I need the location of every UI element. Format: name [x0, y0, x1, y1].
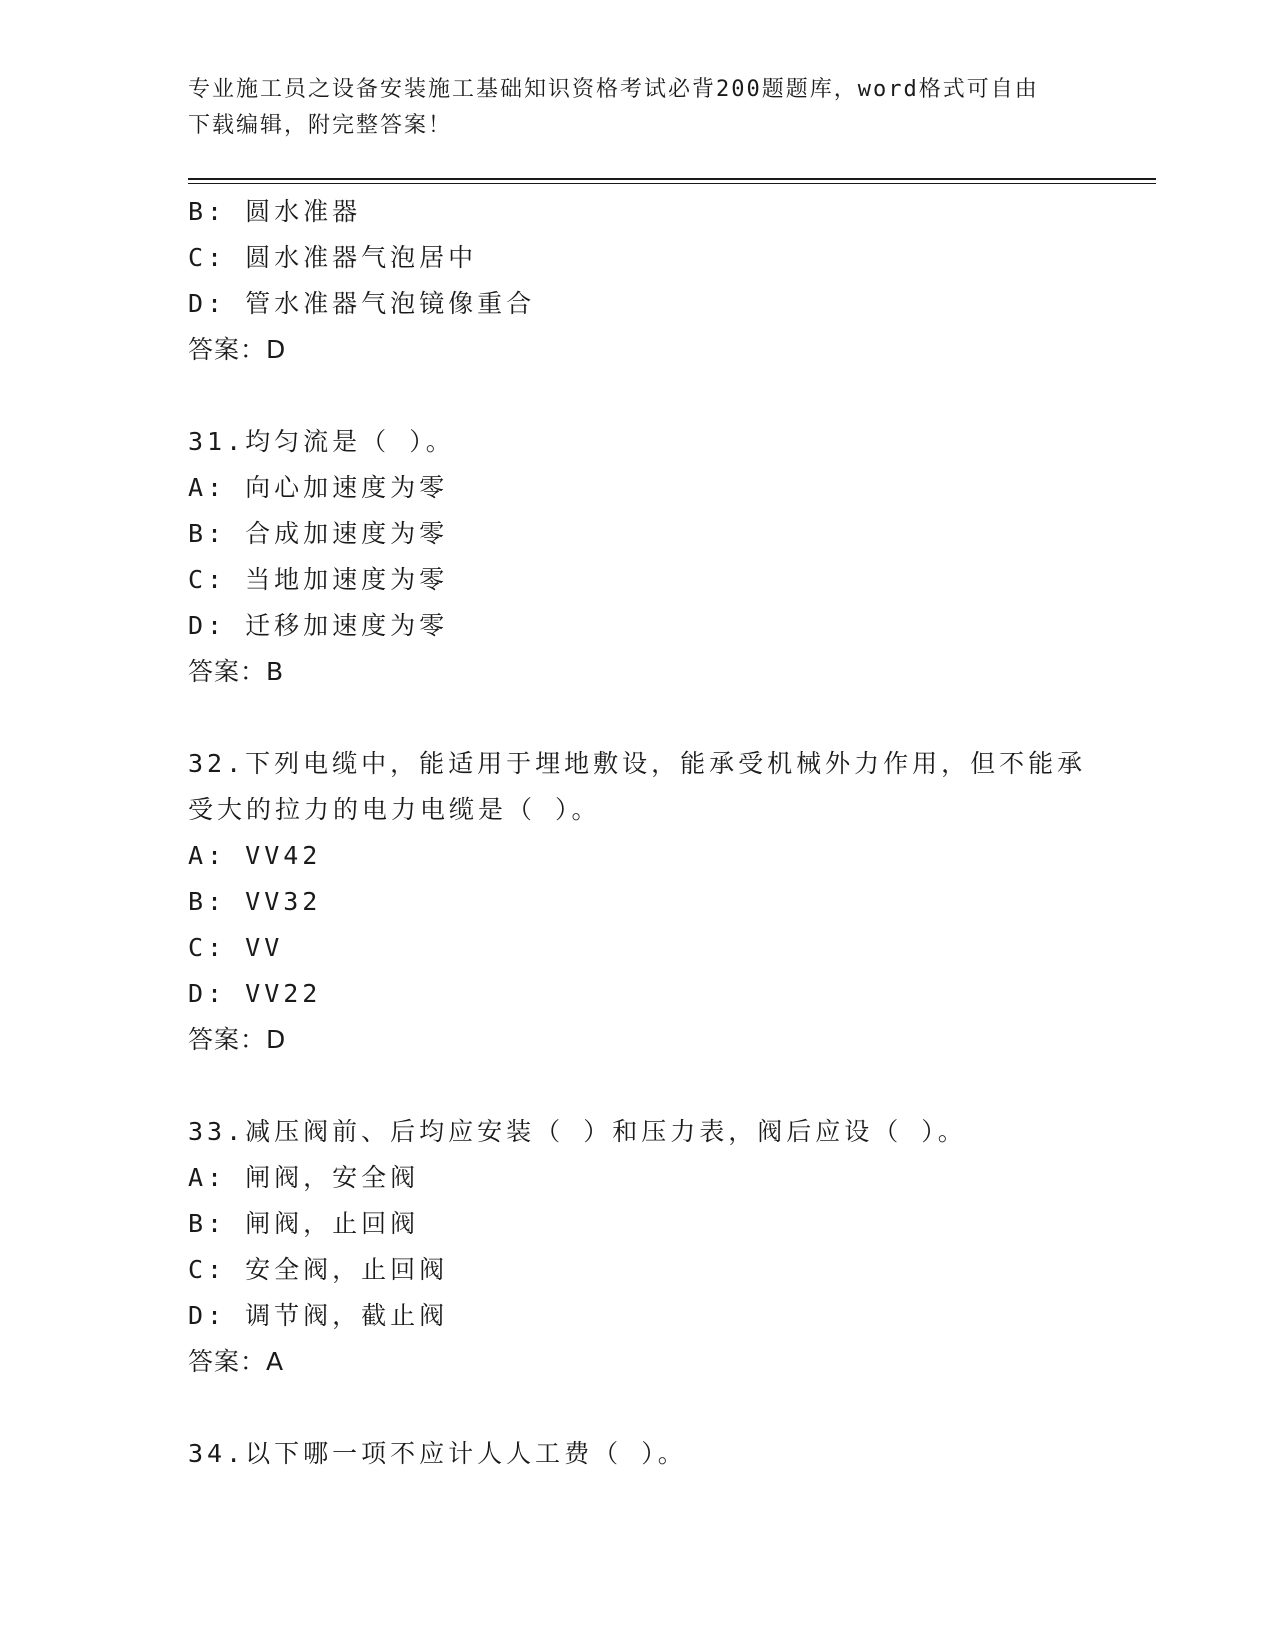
header-line-1: 专业施工员之设备安装施工基础知识资格考试必背200题题库，word格式可自由 [188, 77, 1039, 102]
question-block-32 [188, 741, 1156, 1063]
option-c: C: VV [188, 933, 284, 962]
option-d: D: 迁移加速度为零 [188, 611, 449, 640]
answer-line: 答案：B [188, 657, 285, 686]
question-block-34 [188, 1431, 1156, 1477]
header-line-2: 下载编辑，附完整答案！ [188, 113, 453, 138]
option-b: B: 圆水准器 [188, 197, 362, 226]
question-list [188, 189, 1156, 1477]
option-b: B: 闸阀，止回阀 [188, 1209, 420, 1238]
answer-line: 答案：D [188, 1025, 287, 1054]
question-block-30-continued [188, 189, 1156, 373]
question-stem: 34.以下哪一项不应计人人工费（ ）。 [188, 1439, 687, 1468]
option-a: A: 向心加速度为零 [188, 473, 449, 502]
option-a: A: 闸阀，安全阀 [188, 1163, 420, 1192]
answer-line: 答案：D [188, 335, 287, 364]
option-c: C: 当地加速度为零 [188, 565, 449, 594]
option-c: C: 安全阀，止回阀 [188, 1255, 449, 1284]
question-stem: 33.减压阀前、后均应安装（ ）和压力表，阀后应设（ ）。 [188, 1117, 967, 1146]
question-stem: 32.下列电缆中，能适用于埋地敷设，能承受机械外力作用，但不能承 [188, 749, 1087, 778]
question-stem-continued: 受大的拉力的电力电缆是（ ）。 [188, 795, 601, 824]
spacer [188, 695, 1156, 741]
option-c: C: 圆水准器气泡居中 [188, 243, 478, 272]
option-b: B: 合成加速度为零 [188, 519, 449, 548]
header-divider-thin [188, 183, 1156, 184]
option-d: D: VV22 [188, 979, 322, 1008]
spacer [188, 1385, 1156, 1431]
option-d: D: 管水准器气泡镜像重合 [188, 289, 536, 318]
question-block-33 [188, 1109, 1156, 1385]
spacer [188, 373, 1156, 419]
question-block-31 [188, 419, 1156, 695]
option-d: D: 调节阀，截止阀 [188, 1301, 449, 1330]
answer-line: 答案：A [188, 1347, 285, 1376]
question-stem: 31.均匀流是（ ）。 [188, 427, 455, 456]
page-header [188, 72, 1088, 144]
option-a: A: VV42 [188, 841, 322, 870]
spacer [188, 1063, 1156, 1109]
header-divider-thick [188, 178, 1156, 180]
option-b: B: VV32 [188, 887, 322, 916]
